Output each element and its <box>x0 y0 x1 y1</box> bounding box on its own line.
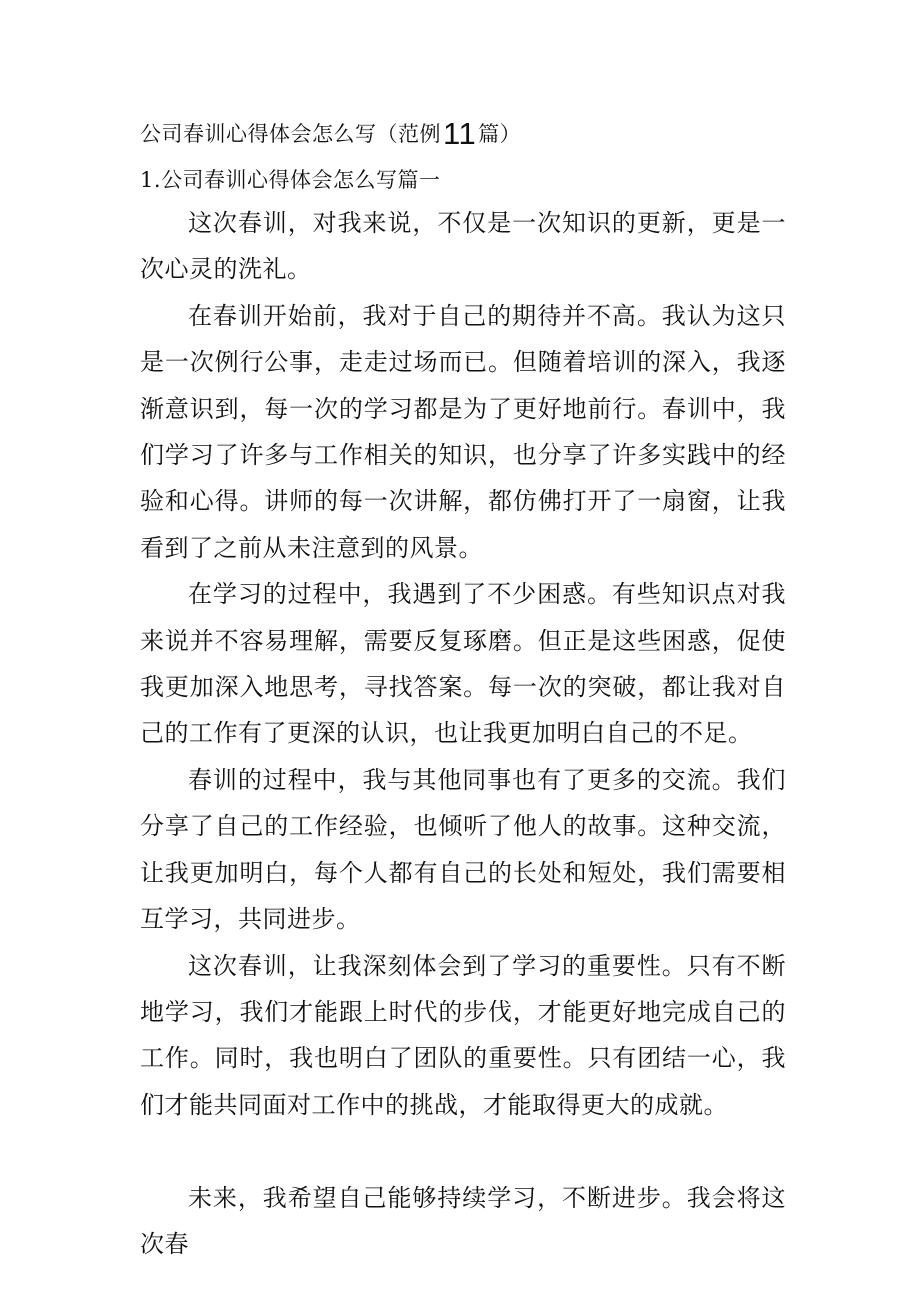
title-suffix: 篇） <box>478 122 522 146</box>
title-prefix: 公司春训心得体会怎么写（范例 <box>140 122 441 146</box>
document-title <box>140 112 521 156</box>
paragraph: 这次春训，对我来说，不仅是一次知识的更新，更是一次心灵的洗礼。 <box>140 209 786 284</box>
body-text <box>140 200 786 1267</box>
paragraph: 在春训开始前，我对于自己的期待并不高。我认为这只是一次例行公事，走走过场而已。但随着培训的深入，我逐渐意识到，每一次的学习都是为了更好地前行。春训中，我们学习了许多与工作相关的知识，也分享了许多实践中的经验和心得。讲师的每一次讲解，都仿佛打开了一扇窗，让我看到了之前从未注意到的风景。 <box>140 301 786 562</box>
section-heading: 1.公司春训心得体会怎么写篇一 <box>140 168 441 192</box>
paragraph-gap <box>140 1128 786 1174</box>
title-number: 11 <box>443 116 477 151</box>
paragraph: 春训的过程中，我与其他同事也有了更多的交流。我们分享了自己的工作经验，也倾听了他人的故事。这种交流，让我更加明白，每个人都有自己的长处和短处，我们需要相互学习，共同进步。 <box>140 765 786 934</box>
paragraph: 未来，我希望自己能够持续学习，不断进步。我会将这次春 <box>140 1183 786 1258</box>
paragraph: 在学习的过程中，我遇到了不少困惑。有些知识点对我来说并不容易理解，需要反复琢磨。但正是这些困惑，促使我更加深入地思考，寻找答案。每一次的突破，都让我对自己的工作有了更深的认识，也让我更加明白自己的不足。 <box>140 580 786 748</box>
paragraph: 这次春训，让我深刻体会到了学习的重要性。只有不断地学习，我们才能跟上时代的步伐，才能更好地完成自己的工作。同时，我也明白了团队的重要性。只有团结一心，我们才能共同面对工作中的挑战，才能取得更大的成就。 <box>140 951 786 1119</box>
